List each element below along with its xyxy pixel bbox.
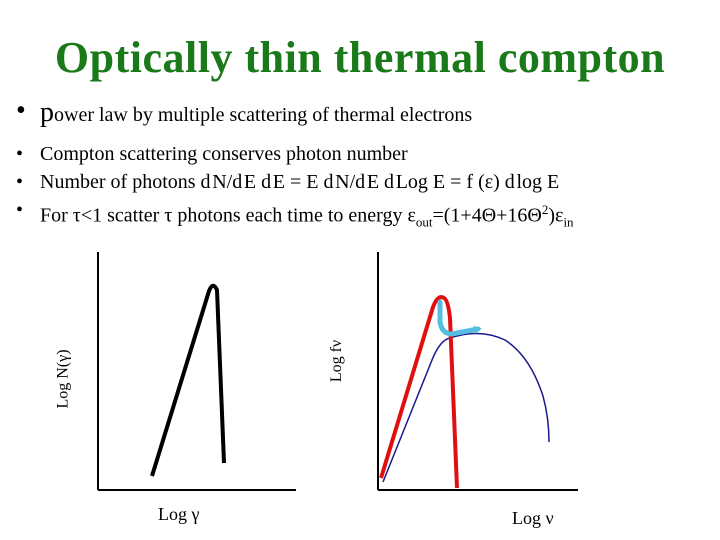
bullet-dot: • xyxy=(16,199,24,221)
right-y-axis-label-text: Log fν xyxy=(328,339,346,383)
upscatter-arrow-icon xyxy=(440,302,478,334)
bullet-dot: • xyxy=(16,171,24,193)
bullet-text: =(1+4Θ+16Θ xyxy=(432,204,542,227)
bullet-subscript: in xyxy=(563,214,574,230)
bullet-text: Number of photons d N/d E d E = E d N/d E d Log E = f (ε) d log E xyxy=(40,171,560,193)
bullet-text: Compton scattering conserves photon number xyxy=(40,143,408,165)
slide-title: Optically thin thermal compton xyxy=(54,33,666,82)
left-x-axis-label: Log γ xyxy=(158,504,200,524)
left-y-axis-label-text: Log N(γ) xyxy=(54,349,72,409)
bullet-lead-letter: p xyxy=(40,97,54,128)
bullet-superscript: 2 xyxy=(541,202,549,217)
bullet-text: For τ<1 scatter τ photons each time to energy ε xyxy=(40,204,416,227)
bullet-dot: • xyxy=(16,95,26,126)
bullet-text: )ε xyxy=(548,204,564,227)
left-y-axis-label xyxy=(55,349,73,408)
comptonized-spectrum-curve xyxy=(383,333,549,482)
bullet-text: ower law by multiple scattering of thermal electrons xyxy=(54,104,473,126)
bullet-dot: • xyxy=(16,143,24,165)
right-x-axis-label: Log ν xyxy=(512,508,554,528)
bullet-subscript: out xyxy=(415,214,433,230)
right-y-axis-label xyxy=(328,340,346,382)
electron-distribution-curve xyxy=(152,286,224,476)
